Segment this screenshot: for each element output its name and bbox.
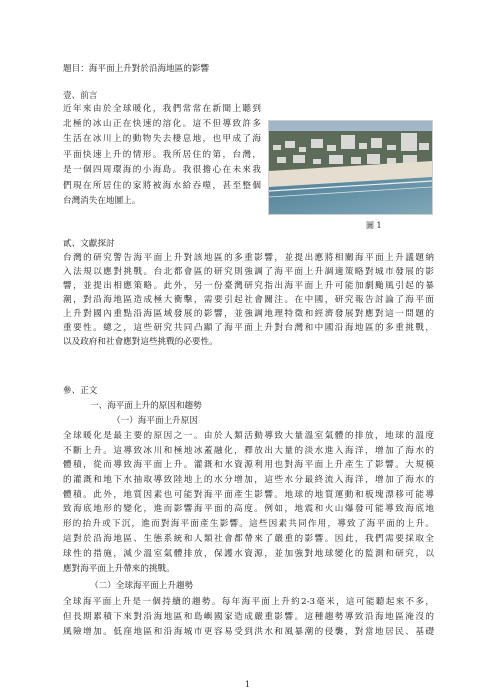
intro-line: 台灣消失在地圖上。 [63, 196, 141, 206]
body-line: 全球暖化是最主要的原因之一。由於人類活動導致大量溫室氣體的排放，地球的溫度 [63, 431, 434, 441]
body-line: 不斷上升。這導致冰川和極地冰蓋融化，釋放出大量的淡水進入海洋，增加了海水的 [63, 446, 434, 456]
body-line: 應對海平面上升帶來的挑戰。 [63, 564, 175, 574]
body-line: 形的抬升或下沉，進而對海平面產生影響。這些因素共同作用，導致了海平面的上升。 [63, 519, 434, 529]
section-heading-body: 參、正文 [63, 386, 98, 396]
literature-line: 響，並提出相應策略。此外，另一份臺灣研究指出海平面上升可能加劇颱風引起的暴 [63, 281, 434, 291]
coastal-city-aerial-photo [268, 120, 433, 215]
figure-caption: 圖 1 [366, 221, 382, 230]
body-line: 這對於沿海地區、生態系統和人類社會都帶來了嚴重的影響。因此，我們需要採取全 [63, 534, 434, 544]
body-line: 體積。此外，地質因素也可能對海平面產生影響。地球的地質運動和板塊漂移可能導 [63, 490, 434, 500]
body-line: 球性的措施，減少溫室氣體排放，保護水資源，並加強對地球變化的監測和研究，以 [63, 549, 434, 559]
intro-line: 們現在所居住的家將被海水給吞噬，甚至整個 [63, 181, 261, 191]
body-line: 全球海平面上升是一個持續的趨勢。每年海平面上升約2-3毫米，這可能聽起來不多， [63, 597, 434, 607]
subsubsection-heading-causes: （一）海平面上升原因 [112, 416, 198, 426]
literature-line: 台灣的研究警告海平面上升對該地區的多重影響，並提出應將相關海平面上升議題納 [63, 253, 434, 263]
body-line: 的灌溉和地下水抽取導致陸地上的水分增加，這些水分最終流入海洋，增加了海水的 [63, 475, 434, 485]
literature-line: 入法規以應對挑戰。台北都會區的研究則強調了海平面上升調適策略對城市發展的影 [63, 267, 434, 277]
subsubsection-heading-global-trend: （二）全球海平面上升趨勢 [90, 581, 194, 591]
body-line: 但長期累積下來對沿海地區和島嶼國家造成嚴重影響。這種趨勢導致沿海地區淹沒的 [63, 612, 434, 622]
intro-line: 近年來由於全球暖化，我們常常在新聞上聽到 [63, 104, 261, 114]
body-line: 體積，從而導致海平面上升。灌溉和水資源利用也對海平面上升產生了影響。大規模 [63, 460, 434, 470]
subsection-heading-causes-trends: 一、海平面上升的原因和趨勢 [90, 401, 202, 411]
intro-line: 生活在冰川上的動物失去棲息地，也甲成了海 [63, 134, 261, 144]
section-heading-intro: 壹、前言 [63, 91, 98, 101]
page-number: 1 [244, 680, 251, 689]
body-line: 致海底地形的變化，進而影響海平面的高度。例如，地震和火山爆發可能導致海底地 [63, 504, 434, 514]
section-heading-literature: 貳、文獻探討 [63, 239, 115, 249]
literature-line: 以及政府和社會應對這些挑戰的必要性。 [63, 337, 218, 347]
intro-line: 北極的冰山正在快速的溶化。這不但導致許多 [63, 119, 261, 129]
literature-line: 重要性。總之，這些研究共同凸顯了海平面上升對台灣和中國沿海地區的多重挑戰， [63, 323, 434, 333]
literature-line: 上升對國內重點沿海區域發展的影響，並強調地理特徵和經濟發展對應對這一問題的 [63, 309, 434, 319]
literature-line: 潮，對沿海地區造成極大衝擊，需要引起社會關注。在中國，研究報告討論了海平面 [63, 295, 434, 305]
body-line: 風險增加。低窪地區和沿海城市更容易受到洪水和風暴潮的侵襲，對當地居民、基礎 [63, 627, 434, 637]
paper-title: 題目：海平面上升對於沿海地區的影響 [63, 64, 210, 74]
intro-line: 是一個四周環海的小海島。我很擔心在未來我 [63, 165, 261, 175]
intro-line: 平面快速上升的情形。我所居住的第，台灣， [63, 150, 261, 160]
